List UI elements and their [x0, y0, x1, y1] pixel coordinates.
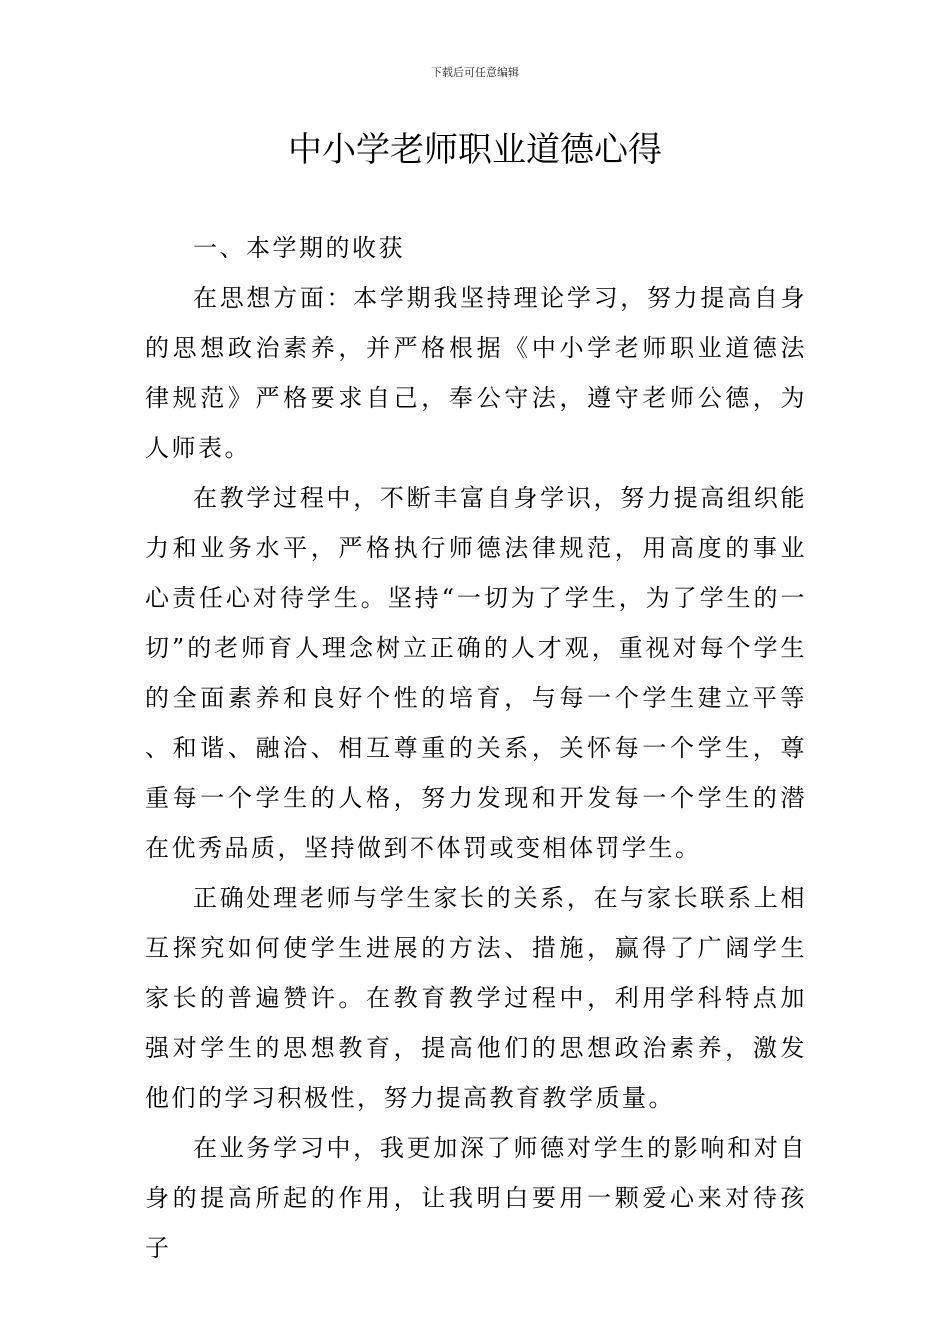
paragraph-study: 在业务学习中，我更加深了师德对学生的影响和对自身的提高所起的作用，让我明白要用一颗爱心来对待孩子 [145, 1134, 807, 1262]
document-title: 中小学老师职业道德心得 [288, 130, 662, 170]
section-heading: 一、本学期的收获 [193, 234, 405, 262]
paragraph-parents: 正确处理老师与学生家长的关系，在与家长联系上相互探究如何使学生进展的方法、措施，赢得了广阔学生家长的普遍赞许。在教育教学过程中，利用学科特点加强对学生的思想教育，提高他们的思想政治素养，激发他们的学习积极性，努力提高教育教学质量。 [145, 884, 807, 1112]
header-note: 下载后可任意编辑 [431, 66, 519, 79]
document-body [145, 223, 807, 1273]
paragraph-thought: 在思想方面：本学期我坚持理论学习，努力提高自身的思想政治素养，并严格根据《中小学老师职业道德法律规范》严格要求自己，奉公守法，遵守老师公德，为人师表。 [145, 284, 807, 462]
paragraph-teaching: 在教学过程中，不断丰富自身学识，努力提高组织能力和业务水平，严格执行师德法律规范，用高度的事业心责任心对待学生。坚持“一切为了学生，为了学生的一切”的老师育人理念树立正确的人才观，重视对每个学生的全面素养和良好个性的培育，与每一个学生建立平等、和谐、融洽、相互尊重的关系，关怀每一个学生，尊重每一个学生的人格，努力发现和开发每一个学生的潜在优秀品质，坚持做到不体罚或变相体罚学生。 [145, 484, 807, 862]
